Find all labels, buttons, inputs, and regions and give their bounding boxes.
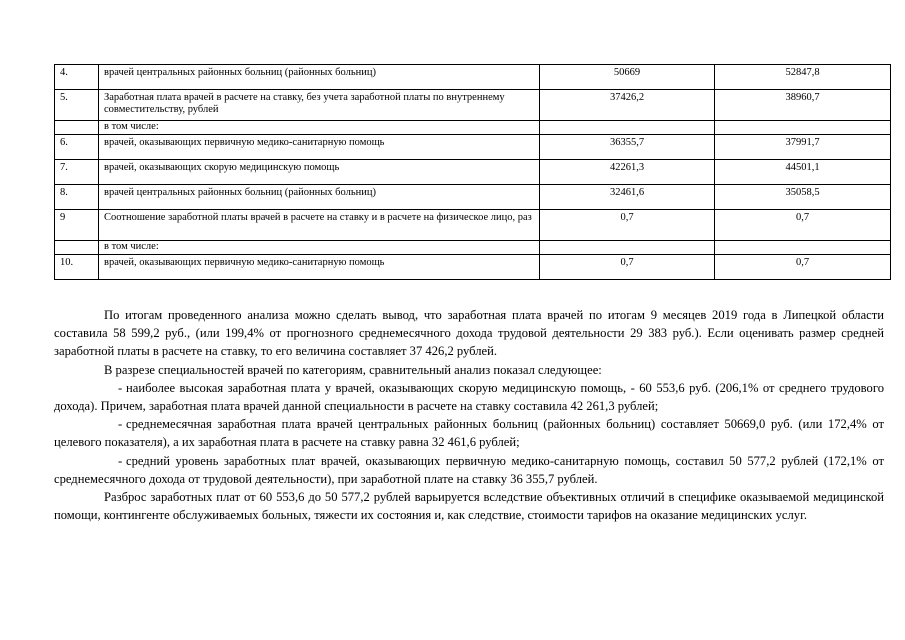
row-value-1: 42261,3 bbox=[540, 160, 715, 185]
salary-table bbox=[54, 64, 891, 280]
row-label: Заработная плата врачей в расчете на ставку, без учета заработной платы по внутреннему совместительству, рублей bbox=[99, 90, 540, 121]
row-number bbox=[55, 121, 99, 135]
bullet-text: средний уровень заработных плат врачей, оказывающих первичную медико-санитарную помощь, составил 50 577,2 рублей (172,1% от среднемесячного дохода от трудовой деятельности), при заработной плате на ставку 36 355,7 рублей. bbox=[54, 453, 884, 486]
row-value-1: 0,7 bbox=[540, 210, 715, 241]
row-value-1: 36355,7 bbox=[540, 135, 715, 160]
row-number: 10. bbox=[55, 255, 99, 280]
row-number bbox=[55, 241, 99, 255]
row-label: врачей, оказывающих скорую медицинскую помощь bbox=[99, 160, 540, 185]
row-label: врачей, оказывающих первичную медико-санитарную помощь bbox=[99, 255, 540, 280]
row-label: Соотношение заработной платы врачей в расчете на ставку и в расчете на физическое лицо, раз bbox=[99, 210, 540, 241]
row-value-2: 44501,1 bbox=[715, 160, 891, 185]
row-value-2: 52847,8 bbox=[715, 65, 891, 90]
row-value-2: 0,7 bbox=[715, 210, 891, 241]
row-value-1 bbox=[540, 241, 715, 255]
dash-marker: - bbox=[118, 417, 123, 432]
table-row bbox=[55, 121, 891, 135]
bullet-text: среднемесячная заработная плата врачей центральных районных больниц (районных больниц) составляет 50669,0 руб. (или 172,4% от целевого показателя), а их заработная плата в расчете на ставку равна 32 461,6 рублей; bbox=[54, 417, 884, 450]
table-row bbox=[55, 185, 891, 210]
row-value-1: 0,7 bbox=[540, 255, 715, 280]
dash-marker: - bbox=[118, 453, 123, 468]
table-row bbox=[55, 90, 891, 121]
row-value-2 bbox=[715, 121, 891, 135]
paragraph-spread: Разброс заработных плат от 60 553,6 до 50 577,2 рублей варьируется вследствие объективных отличий в специфике оказываемой медицинской помощи, контингенте обслуживаемых больных, тяжести их состояния и, как следствие, стоимости тарифов на оказание медицинских услуг. bbox=[54, 490, 884, 523]
row-label: в том числе: bbox=[99, 121, 540, 135]
row-number: 8. bbox=[55, 185, 99, 210]
row-value-2: 35058,5 bbox=[715, 185, 891, 210]
bullet-item bbox=[54, 379, 884, 415]
bullet-item bbox=[54, 452, 884, 488]
row-number: 5. bbox=[55, 90, 99, 121]
table-row bbox=[55, 255, 891, 280]
paragraph-categories-intro: В разрезе специальностей врачей по категориям, сравнительный анализ показал следующее: bbox=[104, 362, 602, 377]
row-value-1: 37426,2 bbox=[540, 90, 715, 121]
row-number: 9 bbox=[55, 210, 99, 241]
table-row bbox=[55, 210, 891, 241]
dash-marker: - bbox=[118, 380, 123, 395]
row-label: врачей центральных районных больниц (районных больниц) bbox=[99, 65, 540, 90]
row-value-2: 0,7 bbox=[715, 255, 891, 280]
analysis-text bbox=[54, 306, 884, 524]
table-row bbox=[55, 160, 891, 185]
row-value-2: 38960,7 bbox=[715, 90, 891, 121]
bullet-item bbox=[54, 415, 884, 451]
row-label: врачей, оказывающих первичную медико-санитарную помощь bbox=[99, 135, 540, 160]
table-row bbox=[55, 65, 891, 90]
row-label: врачей центральных районных больниц (районных больниц) bbox=[99, 185, 540, 210]
row-value-1: 32461,6 bbox=[540, 185, 715, 210]
paragraph-conclusion: По итогам проведенного анализа можно сделать вывод, что заработная плата врачей по итогам 9 месяцев 2019 года в Липецкой области составила 58 599,2 руб., (или 199,4% от прогнозного среднемесячного дохода трудовой деятельности 29 383 руб.). Если оценивать размер средней заработной платы в расчете на ставку, то его величина составляет 37 426,2 рублей. bbox=[54, 308, 884, 359]
bullet-text: наиболее высокая заработная плата у врачей, оказывающих скорую медицинскую помощь, - 60 553,6 руб. (206,1% от среднего трудового дохода). Причем, заработная плата врачей данной специальности в расчете на ставку составила 42 261,3 рублей; bbox=[54, 380, 884, 414]
row-number: 7. bbox=[55, 160, 99, 185]
row-label: в том числе: bbox=[99, 241, 540, 255]
row-number: 4. bbox=[55, 65, 99, 90]
row-value-2 bbox=[715, 241, 891, 255]
row-value-1: 50669 bbox=[540, 65, 715, 90]
row-value-2: 37991,7 bbox=[715, 135, 891, 160]
table-row bbox=[55, 135, 891, 160]
row-number: 6. bbox=[55, 135, 99, 160]
salary-table-container bbox=[54, 64, 890, 280]
row-value-1 bbox=[540, 121, 715, 135]
table-row bbox=[55, 241, 891, 255]
